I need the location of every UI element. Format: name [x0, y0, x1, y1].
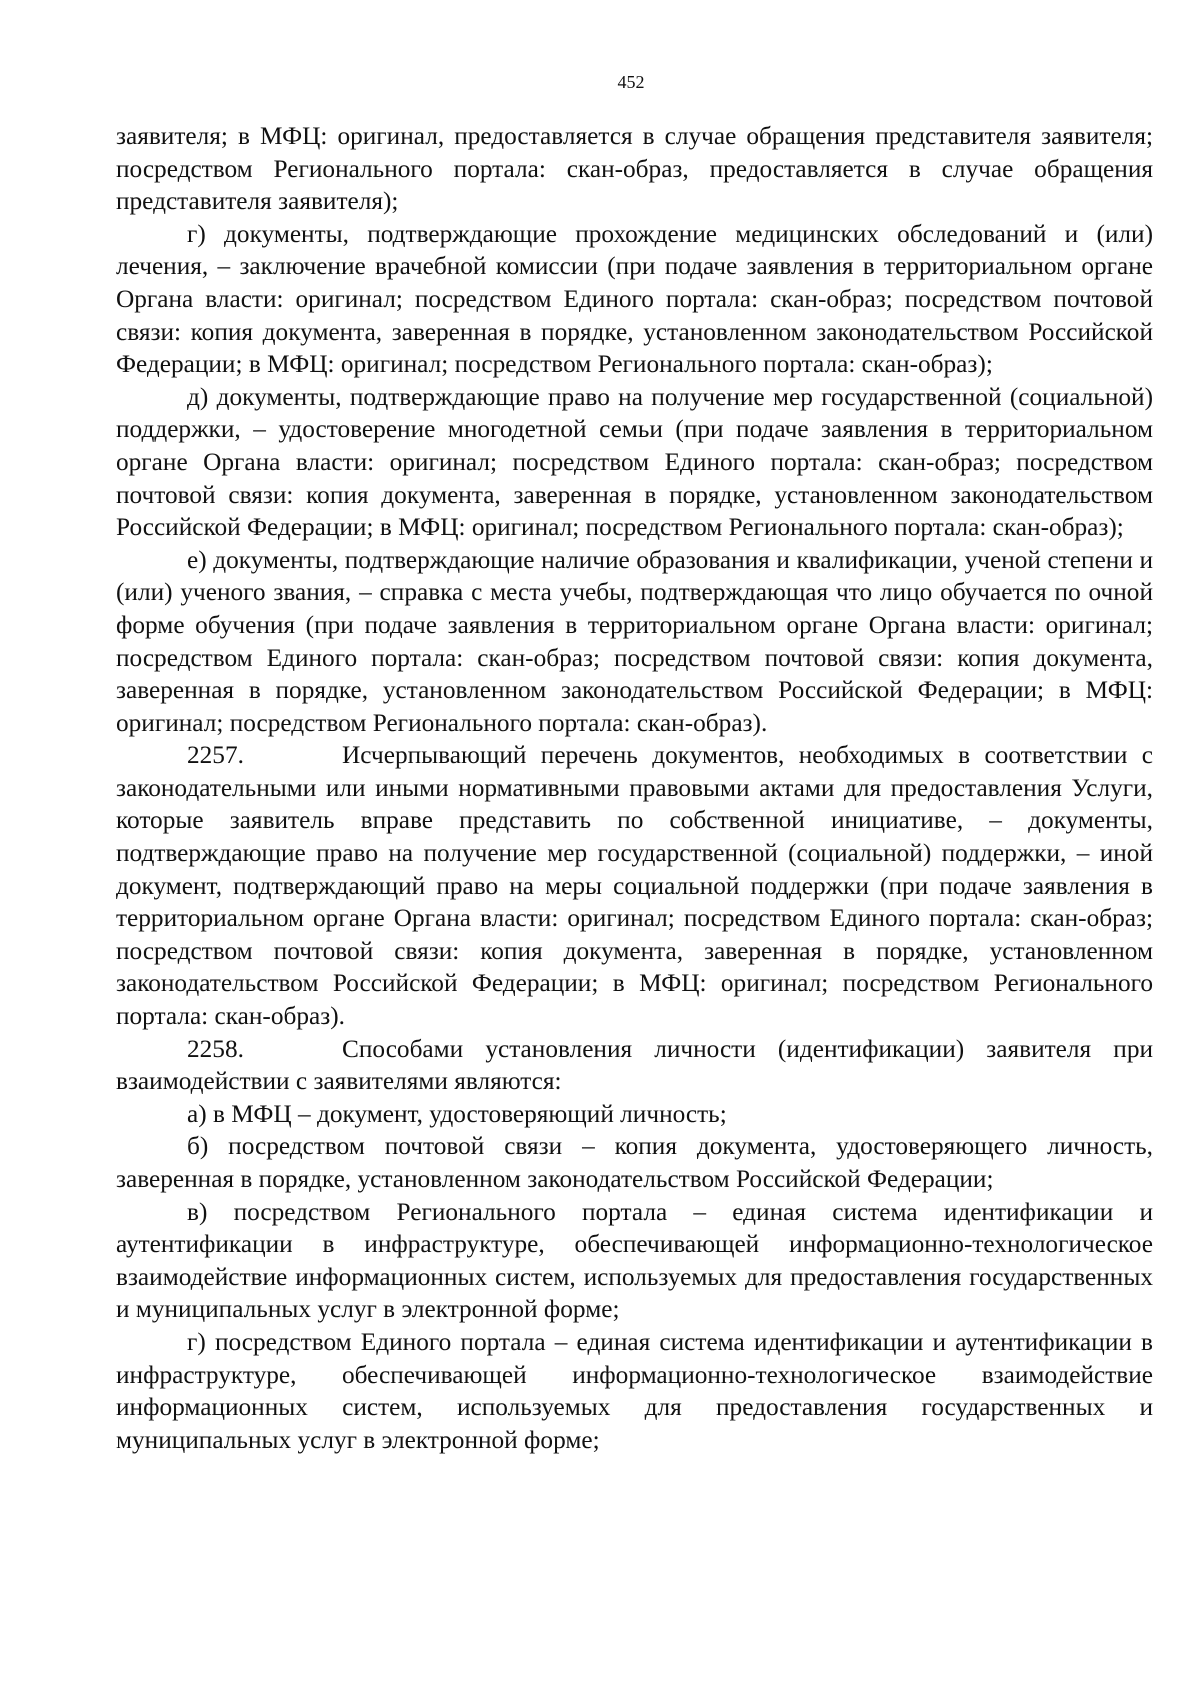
- paragraph-text: Исчерпывающий перечень документов, необходимых в соответствии с законодательными или иными нормативными правовыми актами для предоставления Услуги, которые заявитель вправе представить по собственной инициативе, – документы, подтверждающие право на получение мер государственной (социальной) поддержки, – иной документ, подтверждающий право на меры социальной поддержки (при подаче заявления в территориальном органе Органа власти: оригинал; посредством Единого портала: скан-образ; посредством почтовой связи: копия документа, заверенная в порядке, установленном законодательством Российской Федерации; в МФЦ: оригинал; посредством Регионального портала: скан-образ).: [116, 741, 1153, 1031]
- paragraph-continuation: заявителя; в МФЦ: оригинал, предоставляется в случае обращения представителя заявителя; посредством Регионального портала: скан-образ, предоставляется в случае обращения представителя заявителя);: [116, 122, 1153, 216]
- list-item-a: а) в МФЦ – документ, удостоверяющий личность;: [187, 1099, 727, 1128]
- document-body: [116, 120, 1153, 1456]
- paragraph-number: 2258.: [187, 1034, 244, 1063]
- list-item-d: д) документы, подтверждающие право на получение мер государственной (социальной) поддержки, – удостоверение многодетной семьи (при подаче заявления в территориальном органе Органа власти: оригинал; посредством Единого портала: скан-образ; посредством почтовой связи: копия документа, заверенная в порядке, установленном законодательством Российской Федерации; в МФЦ: оригинал; посредством Регионального портала: скан-образ);: [116, 382, 1153, 542]
- list-item-b: б) посредством почтовой связи – копия документа, удостоверяющего личность, заверенная в порядке, установленном законодательством Российской Федерации;: [116, 1132, 1153, 1193]
- paragraph-text: Способами установления личности (идентификации) заявителя при взаимодействии с заявителями являются:: [116, 1034, 1153, 1096]
- paragraph-number: 2257.: [187, 741, 244, 770]
- list-item-e: е) документы, подтверждающие наличие образования и квалификации, ученой степени и (или) ученого звания, – справка с места учебы, подтверждающая что лицо обучается по очной форме обучения (при подаче заявления в территориальном органе Органа власти: оригинал; посредством Единого портала: скан-образ; посредством почтовой связи: копия документа, заверенная в порядке, установленном законодательством Российской Федерации; в МФЦ: оригинал; посредством Регионального портала: скан-образ).: [116, 545, 1153, 737]
- list-item-g2: г) посредством Единого портала – единая система идентификации и аутентификации в инфраструктуре, обеспечивающей информационно-технологическое взаимодействие информационных систем, используемых для предоставления государственных и муниципальных услуг в электронной форме;: [116, 1327, 1153, 1454]
- paragraph-2258: [116, 1033, 1153, 1098]
- paragraph-2257: [116, 739, 1153, 1032]
- list-item-v: в) посредством Регионального портала – единая система идентификации и аутентификации в инфраструктуре, обеспечивающей информационно-технологическое взаимодействие информационных систем, используемых для предоставления государственных и муниципальных услуг в электронной форме;: [116, 1197, 1153, 1324]
- page-number: 452: [617, 72, 645, 92]
- list-item-g: г) документы, подтверждающие прохождение медицинских обследований и (или) лечения, – заключение врачебной комиссии (при подаче заявления в территориальном органе Органа власти: оригинал; посредством Единого портала: скан-образ; посредством почтовой связи: копия документа, заверенная в порядке, установленном законодательством Российской Федерации; в МФЦ: оригинал; посредством Регионального портала: скан-образ);: [116, 219, 1153, 379]
